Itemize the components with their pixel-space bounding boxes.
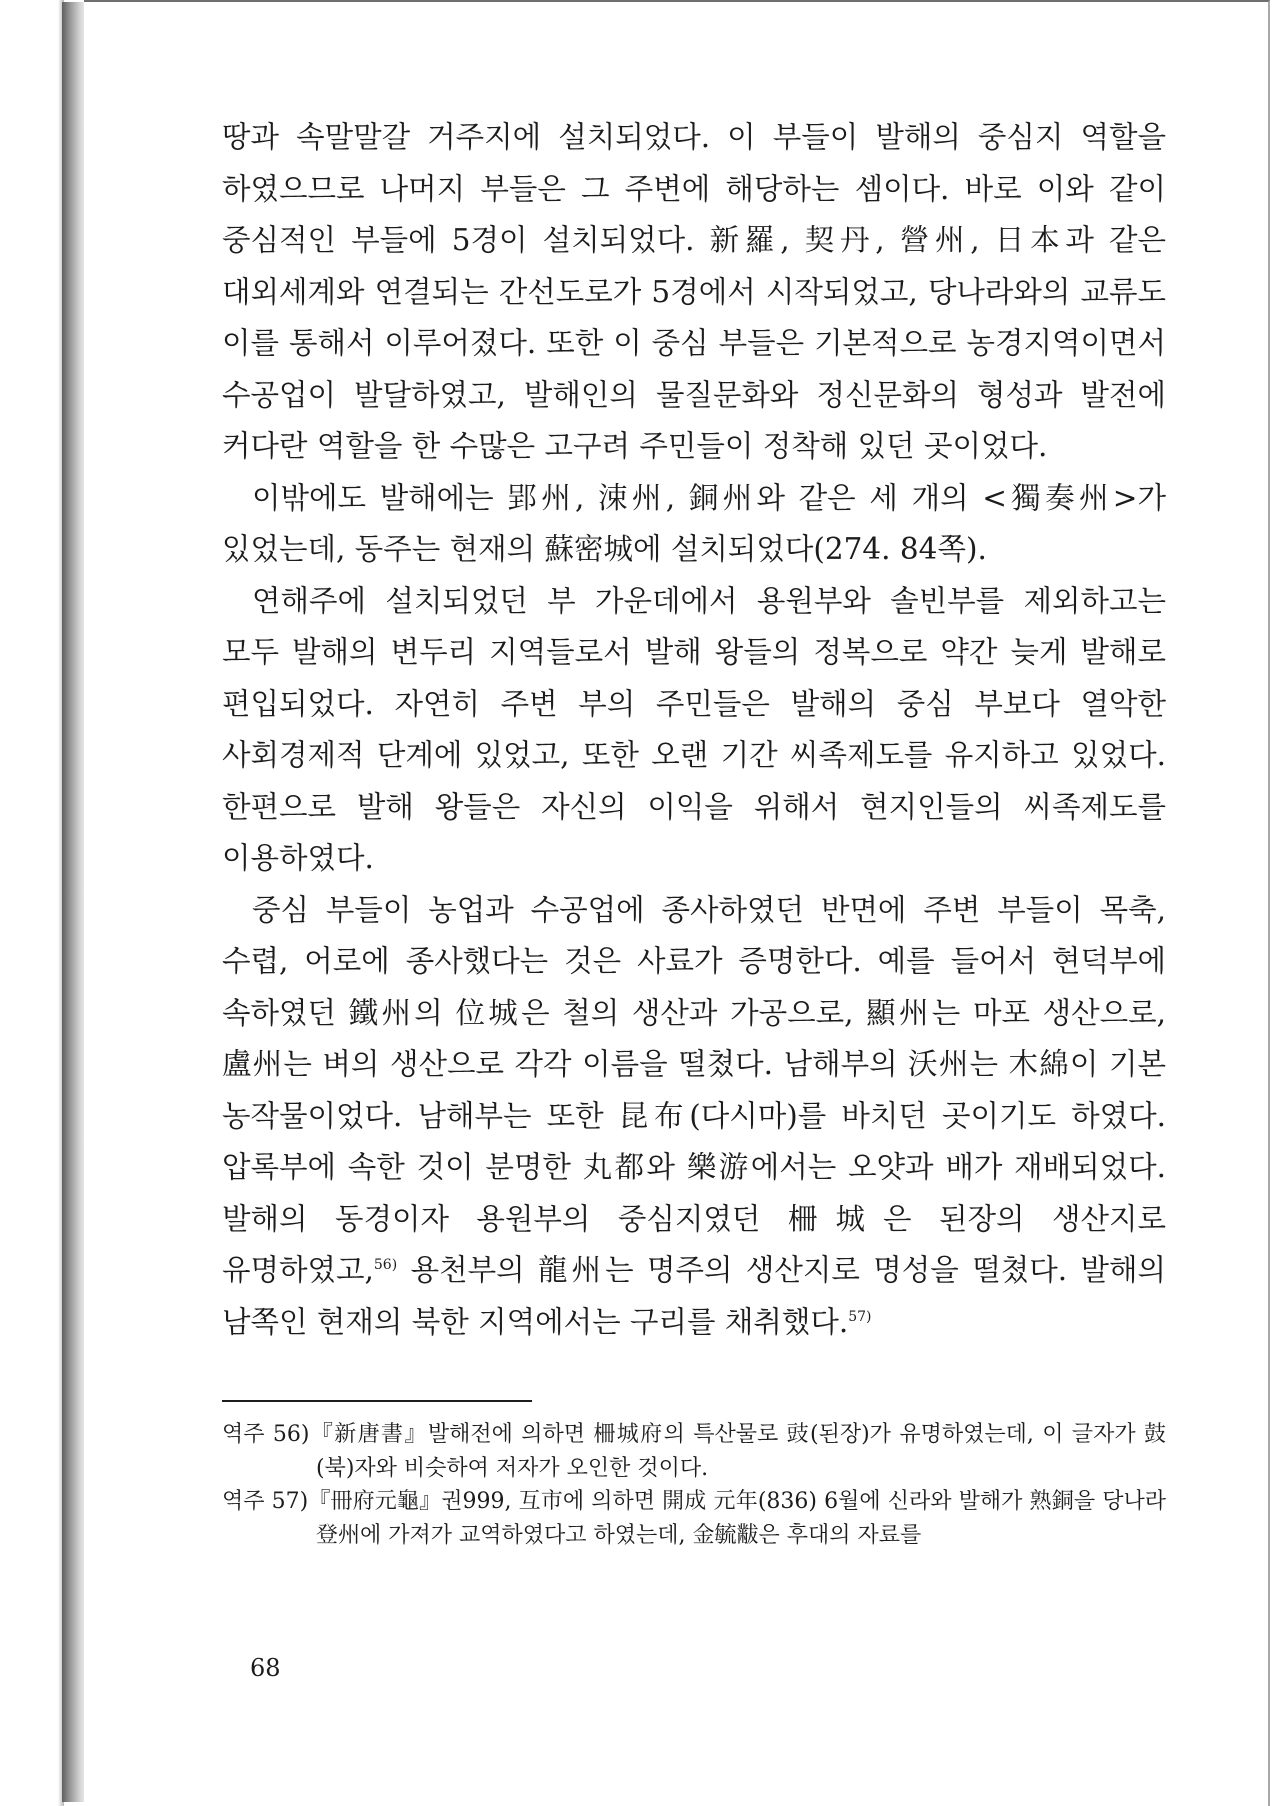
footnote-ref-57: 57) [848,1308,872,1325]
paragraph-1: 땅과 속말말갈 거주지에 설치되었다. 이 부들이 발해의 중심지 역할을 하였으므로 나머지 부들은 그 주변에 해당하는 셈이다. 바로 이와 같이 중심적인 부들에 5경이 설치되었다. 新羅, 契丹, 營州, 日本과 같은 대외세계와 연결되는 간선도로가 5경에서 시작되었고, 당나라와의 교류도 이를 통해서 이루어졌다. 또한 이 중심 부들은 기본적으로 농경지역이면서 수공업이 발달하였고, 발해인의 물질문화와 정신문화의 형성과 발전에 커다란 역할을 한 수많은 고구려 주민들이 정착해 있던 곳이었다. [222,120,1166,463]
paragraph-2: 이밖에도 발해에는 郢州, 涑州, 銅州와 같은 세 개의 <獨奏州>가 있었는데, 동주는 현재의 蘇密城에 설치되었다(274. 84쪽). [222,480,1166,566]
footnote-ref-56: 56) [373,1257,398,1274]
paragraph-4-text-a: 중심 부들이 농업과 수공업에 종사하였던 반면에 주변 부들이 목축, 수렵, 어로에 종사했다는 것은 사료가 증명한다. 예를 들어서 현덕부에 속하였던 鐵州의 位城은 철의 생산과 가공으로, 顯州는 마포 생산으로, 盧州는 벼의 생산으로 각각 이름을 떨쳤다. 남해부의 沃州는 木綿이 기본 농작물이었다. 남해부는 또한 昆布(다시마)를 바치던 곳이기도 하였다. 압록부에 속한 것이 분명한 丸都와 樂游에서는 오얏과 배가 재배되었다. 발해의 동경이자 용원부의 중심지였던 柵城은 된장의 생산지로 유명하였고, [222,892,1166,1287]
paragraph-4-text-b: 용천부의 龍州는 명주의 생산지로 명성을 떨쳤다. 발해의 남쪽인 현재의 북한 지역에서는 구리를 채취했다. [222,1253,1166,1339]
footnote-57: 역주 57)『冊府元龜』권999, 互市에 의하면 開成 元年(836) 6월에 신라와 발해가 熟銅을 당나라 登州에 가져가 교역하였다고 하였는데, 金毓黻은 후대의 자료를 [222,1489,1166,1548]
paragraph-3: 연해주에 설치되었던 부 가운데에서 용원부와 솔빈부를 제외하고는 모두 발해의 변두리 지역들로서 발해 왕들의 정복으로 약간 늦게 발해로 편입되었다. 자연히 주변 부의 주민들은 발해의 중심 부보다 열악한 사회경제적 단계에 있었고, 또한 오랜 기간 씨족제도를 유지하고 있었다. 한편으로 발해 왕들은 자신의 이익을 위해서 현지인들의 씨족제도를 이용하였다. [222,583,1166,875]
page-number: 68 [250,1654,281,1682]
book-page-edges [62,2,86,1802]
footnote-56: 역주 56)『新唐書』발해전에 의하면 柵城府의 특산물로 豉(된장)가 유명하였는데, 이 글자가 鼓(북)자와 비슷하여 저자가 오인한 것이다. [222,1422,1166,1481]
footnote-divider [222,1400,532,1402]
page-body [222,112,1166,1552]
paragraph-4 [222,885,1166,1349]
